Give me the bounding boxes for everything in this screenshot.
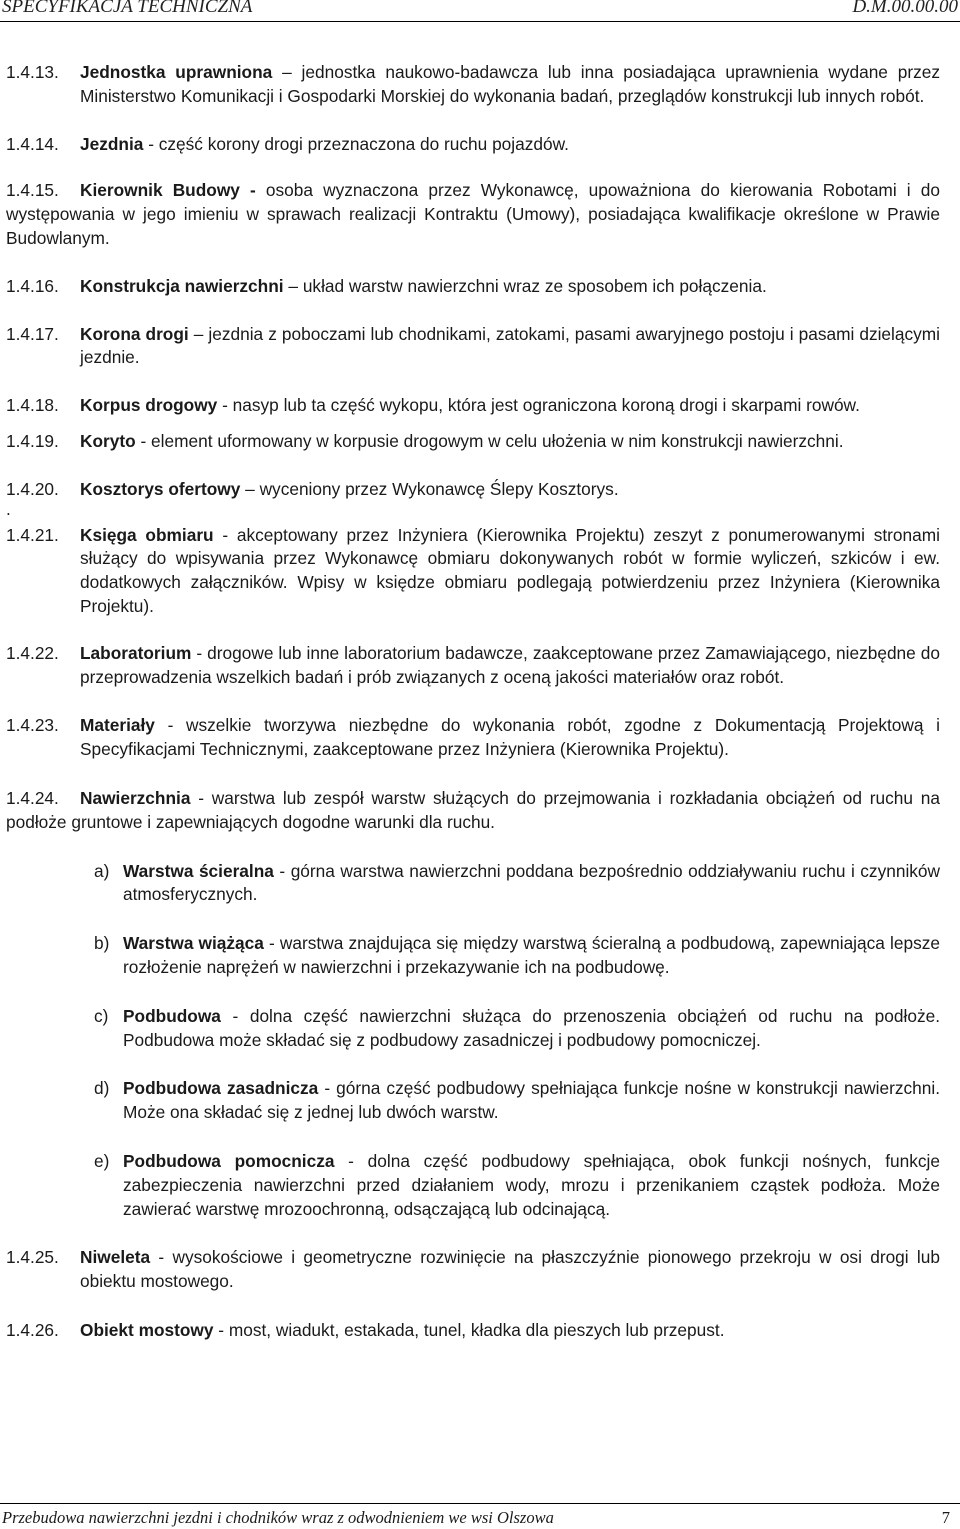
definition-number: 1.4.23. <box>6 715 59 736</box>
definition-1-4-24: 1.4.24. Nawierzchnia - warstwa lub zespół warstw służących do przejmowania i rozkładania obciążeń od ruchu na podłoże gruntowe i zapewniających dogodne warunki dla ruchu. <box>6 787 941 832</box>
subitem-term: Warstwa ścieralna <box>123 860 274 881</box>
definition-1-4-26: 1.4.26. Obiekt mostowy - most, wiadukt, estakada, tunel, kładka dla pieszych lub przepust. <box>6 1319 940 1343</box>
definition-text: wszelkie tworzywa niezbędne do wykonania robót, zgodne z Dokumentacją Projektową i Specyfikacjami Technicznymi, zaakceptowane przez Inżyniera (Kierownika Projektu). <box>80 715 940 760</box>
subitem-text: warstwa znajdująca się między warstwą ścieralną a podbudową, zapewniająca lepsze rozłożenie naprężeń w nawierzchni i przekazywanie ich na podbudowę. <box>123 933 940 977</box>
subitem-a: a) Warstwa ścieralna - górna warstwa nawierzchni poddana bezpośrednio oddziaływaniu ruchu i czynników atmosferycznych. <box>94 860 941 905</box>
definition-1-4-16: 1.4.16. Konstrukcja nawierzchni – układ warstw nawierzchni wraz ze sposobem ich połączenia. <box>6 275 940 299</box>
definition-text: osoba wyznaczona przez Wykonawcę, upoważniona do kierowania Robotami i do występowania w jego imieniu w sprawach realizacji Kontraktu (Umowy), posiadająca kwalifikacje określone w Prawie Budowlanym. <box>6 180 940 248</box>
definition-term: Jezdnia <box>80 133 144 154</box>
header-title: SPECYFIKACJA TECHNICZNA <box>2 0 253 17</box>
separator-dot: . <box>6 498 11 519</box>
footer-title: Przebudowa nawierzchni jezdni i chodników wraz z odwodnieniem we wsi Olszowa <box>2 1508 554 1527</box>
definition-text: wyceniony przez Wykonawcę Ślepy Kosztorys. <box>259 478 619 499</box>
definition-text: most, wiadukt, estakada, tunel, kładka dla pieszych lub przepust. <box>228 1319 725 1340</box>
definition-number: 1.4.21. <box>6 524 59 545</box>
definition-text: nasyp lub ta część wykopu, która jest ograniczona koroną drogi i skarpami rowów. <box>232 395 860 416</box>
definition-term: Konstrukcja nawierzchni <box>80 275 284 296</box>
subitem-term: Warstwa wiążąca <box>123 933 264 954</box>
definition-text: część korony drogi przeznaczona do ruchu pojazdów. <box>158 133 569 154</box>
subitem-c: c) Podbudowa - dolna część nawierzchni służąca do przenoszenia obciążeń od ruchu na podłoże. Podbudowa może składać się z podbudowy zasadniczej i podbudowy pomocniczej. <box>94 1005 941 1050</box>
subitem-text: dolna część nawierzchni służąca do przenoszenia obciążeń od ruchu na podłoże. Podbudowa może składać się z podbudowy zasadniczej i podbudowy pomocniczej. <box>123 1005 941 1050</box>
definition-term: Koryto <box>80 430 136 451</box>
definition-term: Korpus drogowy <box>80 395 218 416</box>
definition-term: Niweleta <box>80 1247 151 1268</box>
definition-number: 1.4.24. <box>6 787 59 808</box>
definition-number: 1.4.19. <box>6 430 59 451</box>
definition-number: 1.4.25. <box>6 1247 59 1268</box>
definition-term: Kierownik Budowy - <box>80 180 256 201</box>
subitem-letter: b) <box>94 933 110 954</box>
definition-term: Obiekt mostowy <box>80 1319 214 1340</box>
definition-text: jednostka naukowo-badawcza lub inna posiadająca uprawnienia wydane przez Ministerstwo Komunikacji i Gospodarki Morskiej do wykonania badań, przeglądów konstrukcji lub innych robót. <box>80 62 940 106</box>
definition-number: 1.4.15. <box>6 180 59 201</box>
definition-term: Księga obmiaru <box>80 524 214 545</box>
subitem-text: górna warstwa nawierzchni poddana bezpośrednio oddziaływaniu ruchu i czynników atmosferycznych. <box>123 860 941 905</box>
definition-text: warstwa lub zespół warstw służących do przejmowania i rozkładania obciążeń od ruchu na podłoże gruntowe i zapewniających dogodne warunki dla ruchu. <box>6 787 941 832</box>
definition-1-4-13: 1.4.13. Jednostka uprawniona – jednostka naukowo-badawcza lub inna posiadająca uprawnienia wydane przez Ministerstwo Komunikacji i Gospodarki Morskiej do wykonania badań, przeglądów konstrukcji lub innych robót. <box>6 62 940 106</box>
definition-1-4-21: 1.4.21. Księga obmiaru - akceptowany przez Inżyniera (Kierownika Projektu) zeszyt z ponumerowanymi stronami służący do wpisywania przez Wykonawcę obmiaru dokonywanych robót w formie wyliczeń, szkiców i ew. dodatkowych załączników. Wpisy w księdze obmiaru podlegają potwierdzeniu przez Inżyniera (Kierownika Projektu). <box>6 524 940 616</box>
definition-1-4-14: 1.4.14. Jezdnia - część korony drogi przeznaczona do ruchu pojazdów. <box>6 133 940 157</box>
document-body <box>6 61 940 1343</box>
definition-number: 1.4.14. <box>6 133 59 154</box>
subitem-text: dolna część podbudowy spełniająca, obok funkcji nośnych, funkcje zabezpieczenia nawierzchni przed działaniem wody, mrozu i przenikaniem cząstek podłoża. Może zawierać warstwę mrozoochronną, odsączającą lub odcinającą. <box>123 1150 941 1219</box>
definition-1-4-23: 1.4.23. Materiały - wszelkie tworzywa niezbędne do wykonania robót, zgodne z Dokumentacją Projektową i Specyfikacjami Technicznymi, zaakceptowane przez Inżyniera (Kierownika Projektu). <box>6 715 940 760</box>
definition-text: element uformowany w korpusie drogowym w celu ułożenia w nim konstrukcji nawierzchni. <box>151 430 844 451</box>
page-number: 7 <box>941 1508 950 1527</box>
definition-1-4-17: 1.4.17. Korona drogi – jezdnia z poboczami lub chodnikami, zatokami, pasami awaryjnego postoju i pasami dzielącymi jezdnie. <box>6 323 941 368</box>
subitem-term: Podbudowa <box>123 1005 221 1026</box>
definition-1-4-25: 1.4.25. Niweleta - wysokościowe i geometryczne rozwinięcie na płaszczyźnie pionowego przekroju w osi drogi lub obiektu mostowego. <box>6 1247 940 1292</box>
definition-number: 1.4.20. <box>6 478 59 499</box>
header-code: D.M.00.00.00 <box>852 0 958 17</box>
definition-1-4-22: 1.4.22. Laboratorium - drogowe lub inne laboratorium badawcze, zaakceptowane przez Zamawiającego, niezbędne do przeprowadzenia wszelkich badań i prób związanych z oceną jakości materiałów oraz robót. <box>6 642 941 687</box>
subitem-text: górna część podbudowy spełniająca funkcje nośne w konstrukcji nawierzchni. Może ona składać się z jednej lub dwóch warstw. <box>123 1078 940 1123</box>
definition-number: 1.4.22. <box>6 642 59 663</box>
definition-term: Kosztorys ofertowy <box>80 478 241 499</box>
definition-term: Laboratorium <box>80 642 192 663</box>
definition-text: jezdnia z poboczami lub chodnikami, zatokami, pasami awaryjnego postoju i pasami dzielącymi jezdnie. <box>80 323 941 368</box>
definition-number: 1.4.26. <box>6 1319 59 1340</box>
header-rule <box>0 21 960 22</box>
subitem-letter: a) <box>94 860 110 881</box>
subitem-letter: d) <box>94 1078 110 1099</box>
definition-1-4-18: 1.4.18. Korpus drogowy - nasyp lub ta część wykopu, która jest ograniczona koroną drogi i skarpami rowów. <box>6 394 940 418</box>
definition-term: Korona drogi <box>80 323 189 344</box>
subitem-term: Podbudowa zasadnicza <box>123 1078 319 1099</box>
definition-text: akceptowany przez Inżyniera (Kierownika Projektu) zeszyt z ponumerowanymi stronami służący do wpisywania przez Wykonawcę obmiaru dokonywanych robót w formie wyliczeń, szkiców i ew. dodatkowych załączników. Wpisy w księdze obmiaru podlegają potwierdzeniu przez Inżyniera (Kierownika Projektu). <box>80 524 940 616</box>
subitem-letter: e) <box>94 1150 110 1171</box>
subitem-term: Podbudowa pomocnicza <box>123 1150 335 1171</box>
definition-1-4-19: 1.4.19. Koryto - element uformowany w korpusie drogowym w celu ułożenia w nim konstrukcji nawierzchni. <box>6 430 940 454</box>
definition-1-4-20: 1.4.20. Kosztorys ofertowy – wyceniony przez Wykonawcę Ślepy Kosztorys. <box>6 478 940 502</box>
subitem-d: d) Podbudowa zasadnicza - górna część podbudowy spełniająca funkcje nośne w konstrukcji nawierzchni. Może ona składać się z jednej lub dwóch warstw. <box>94 1078 940 1123</box>
definition-number: 1.4.13. <box>6 62 59 82</box>
definition-term: Nawierzchnia <box>80 787 191 808</box>
page-header <box>0 0 960 26</box>
page-footer <box>0 1503 960 1529</box>
definition-term: Jednostka uprawniona <box>80 62 273 82</box>
definition-number: 1.4.18. <box>6 395 59 416</box>
subitem-e: e) Podbudowa pomocnicza - dolna część podbudowy spełniająca, obok funkcji nośnych, funkcje zabezpieczenia nawierzchni przed działaniem wody, mrozu i przenikaniem cząstek podłoża. Może zawierać warstwę mrozoochronną, odsączającą lub odcinającą. <box>94 1150 941 1219</box>
definition-term: Materiały <box>80 715 155 736</box>
definition-text: wysokościowe i geometryczne rozwinięcie na płaszczyźnie pionowego przekroju w osi drogi lub obiektu mostowego. <box>80 1247 940 1292</box>
footer-rule <box>0 1503 960 1504</box>
definition-text: drogowe lub inne laboratorium badawcze, zaakceptowane przez Zamawiającego, niezbędne do przeprowadzenia wszelkich badań i prób związanych z oceną jakości materiałów oraz robót. <box>80 642 941 687</box>
definition-1-4-15 <box>6 179 940 250</box>
definition-number: 1.4.16. <box>6 275 59 296</box>
subitem-letter: c) <box>94 1005 109 1026</box>
subitem-b: b) Warstwa wiążąca - warstwa znajdująca się między warstwą ścieralną a podbudową, zapewniająca lepsze rozłożenie naprężeń w nawierzchni i przekazywanie ich na podbudowę. <box>94 933 940 977</box>
definition-text: układ warstw nawierzchni wraz ze sposobem ich połączenia. <box>302 275 767 296</box>
definition-number: 1.4.17. <box>6 323 59 344</box>
